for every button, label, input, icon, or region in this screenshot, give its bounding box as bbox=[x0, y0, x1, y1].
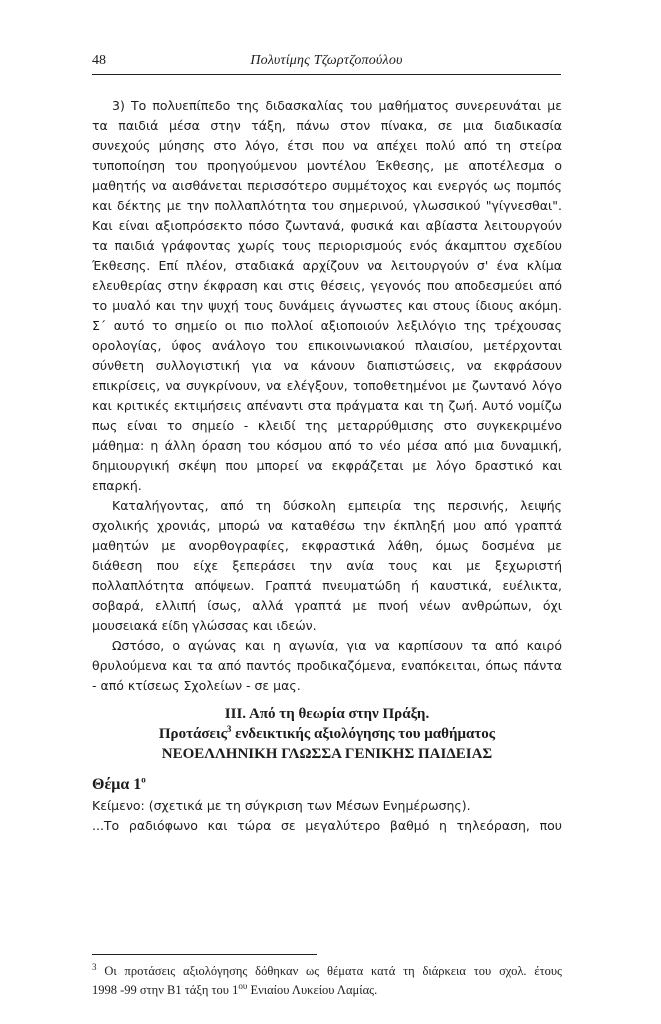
text-line: μάθημα: η άλλη όραση του κόσμου από το νέο μέσα από μια δυναμική, bbox=[92, 438, 562, 453]
text-line: Και είναι αξιοπρόσεκτο πόσο ζωντανά, φυσικά και αβίαστα λειτουργούν bbox=[92, 218, 562, 233]
footnote-divider bbox=[92, 954, 317, 955]
text-line: το μυαλό και την ψυχή τους δυνάμεις άγνωστες και στους ίδιους ακόμη. bbox=[92, 298, 562, 313]
text-line: τα παιδιά μέσα στην τάξη, πάνω στον πίνακα, σε μια διαδικασία bbox=[92, 118, 562, 133]
text-line: ...Το ραδιόφωνο και τώρα σε μεγαλύτερο βαθμό η τηλεόραση, που bbox=[92, 818, 562, 833]
theme-heading bbox=[92, 774, 562, 796]
text-line: - από κτίσεως Σχολείων - σε μας. bbox=[92, 678, 301, 693]
running-title: Πολυτίμης Τζωρτζοπούλου bbox=[250, 53, 403, 68]
text-line: Ωστόσο, ο αγώνας και η αγωνία, για να καρπίσουν τα από καιρό bbox=[112, 638, 562, 653]
text-line: επικρίσεις, να συγκρίνουν, να ελέγξουν, τοποθετημένοι με ζωντανό λόγο bbox=[92, 378, 562, 393]
section-heading: ΙΙΙ. Από τη θεωρία στην Πράξη. bbox=[224, 706, 430, 722]
text-line: ελευθερίας στην έκφραση και στις θέσεις, γεγονός που αποδεσμεύει από bbox=[92, 278, 562, 293]
theme-label: Θέμα 1 bbox=[92, 776, 142, 793]
footnote-marker: 3 bbox=[92, 962, 97, 972]
footnote-text: Οι προτάσεις αξιολόγησης δόθηκαν ως θέματα κατά τη διάρκεια του σχολ. έτους bbox=[96, 964, 562, 978]
text-line: τυποποίηση του προηγούμενου μοντέλου Έκθεσης, με αποτέλεσμα ο bbox=[92, 158, 562, 173]
footnote-ordinal: ου bbox=[238, 981, 248, 991]
text-line: επαρκή. bbox=[92, 478, 142, 493]
text-line: συνεχούς μύησης στο λόγο, έτσι που να απέχει πολύ από τη στείρα bbox=[92, 138, 562, 153]
text-line: Κείμενο: (σχετικά με τη σύγκριση των Μέσων Ενημέρωσης). bbox=[92, 798, 471, 813]
text-line: ορολογίας, ύφος ανάλογο του επικοινωνιακού πλαισίου, μετέρχονται bbox=[92, 338, 562, 353]
text-line: πολλαπλότητα απόψεων. Γραπτά πνευματώδη ή καυστικά, ευέλικτα, bbox=[92, 578, 562, 593]
main-text bbox=[92, 96, 562, 836]
theme-superscript: ο bbox=[141, 774, 146, 785]
subheading-text: Προτάσεις bbox=[158, 726, 227, 742]
footnote bbox=[92, 962, 562, 1000]
text-line: και κριτικές εκτιμήσεις απέναντι στα πράγματα και τη ζωή. Αυτό νομίζω bbox=[92, 398, 562, 413]
footnote-text: 1998 -99 στην Β1 τάξη του 1 bbox=[92, 983, 239, 997]
text-line: και δέκτης με την πολλαπλότητα του σημερινού, γλωσσικού "γίγνεσθαι". bbox=[92, 198, 562, 213]
text-line: Έκθεσης. Επί πλέον, σταδιακά αρχίζουν να λειτουργούν σ' ένα κλίμα bbox=[92, 258, 562, 273]
page-header bbox=[92, 52, 561, 75]
text-line: δημιουργική σκέψη που μπορεί να εκφράζεται με λόγο δραστικό και bbox=[92, 458, 562, 473]
text-line: μαθητής να αισθάνεται περισσότερο συμμέτοχος και ενεργός ως πομπός bbox=[92, 178, 562, 193]
footnote-text: Ενιαίου Λυκείου Λαμίας. bbox=[247, 983, 378, 997]
text-line: Καταλήγοντας, από τη δύσκολη εμπειρία της περσινής, λειψής bbox=[112, 498, 562, 513]
text-line: διάθεση που είχε ξεπεράσει την ανία τους και με ξεχωριστή bbox=[92, 558, 562, 573]
text-line: πως είναι το σημείο - κλειδί της μεταρρύθμισης στο συγκεκριμένο bbox=[92, 418, 562, 433]
subheading-text: ενδεικτικής αξιολόγησης του μαθήματος bbox=[231, 726, 496, 742]
course-title: ΝΕΟΕΛΛΗΝΙΚΗ ΓΛΩΣΣΑ ΓΕΝΙΚΗΣ ΠΑΙΔΕΙΑΣ bbox=[161, 746, 493, 762]
text-line: μουσειακά είδη γλώσσας και ιδεών. bbox=[92, 618, 317, 633]
page-number: 48 bbox=[92, 53, 106, 68]
section-subheading bbox=[92, 724, 562, 744]
text-line: σύνθετη συλλογιστική για να κάνουν διαπιστώσεις, να εκφράσουν bbox=[92, 358, 562, 373]
text-line: μαθητών με ανορθογραφίες, εκφραστικά λάθη, όμως δοσμένα με bbox=[92, 538, 562, 553]
text-line: τα παιδιά γράφοντας χωρίς τους περιορισμούς ενός άκαμπτου σχεδίου bbox=[92, 238, 562, 253]
footnote-reference: 3 bbox=[226, 724, 232, 734]
text-line: σχολικής χρονιάς, μπορώ να καταθέσω την έκπληξή μου από γραπτά bbox=[92, 518, 562, 533]
text-line: 3) Το πολυεπίπεδο της διδασκαλίας του μαθήματος συνερευνάται με bbox=[112, 98, 562, 113]
text-line: σοβαρά, ελλιπή ίσως, αλλά γραπτά με πνοή νέων ανθρώπων, όχι bbox=[92, 598, 562, 613]
text-line: θρυλούμενα και τα από παντός προδικαζόμενα, εναπόκειται, όπως πάντα bbox=[92, 658, 562, 673]
text-line: Σ΄ αυτό το σημείο οι πιο πολλοί αξιοποιούν λεξιλόγιο της τρέχουσας bbox=[92, 318, 562, 333]
